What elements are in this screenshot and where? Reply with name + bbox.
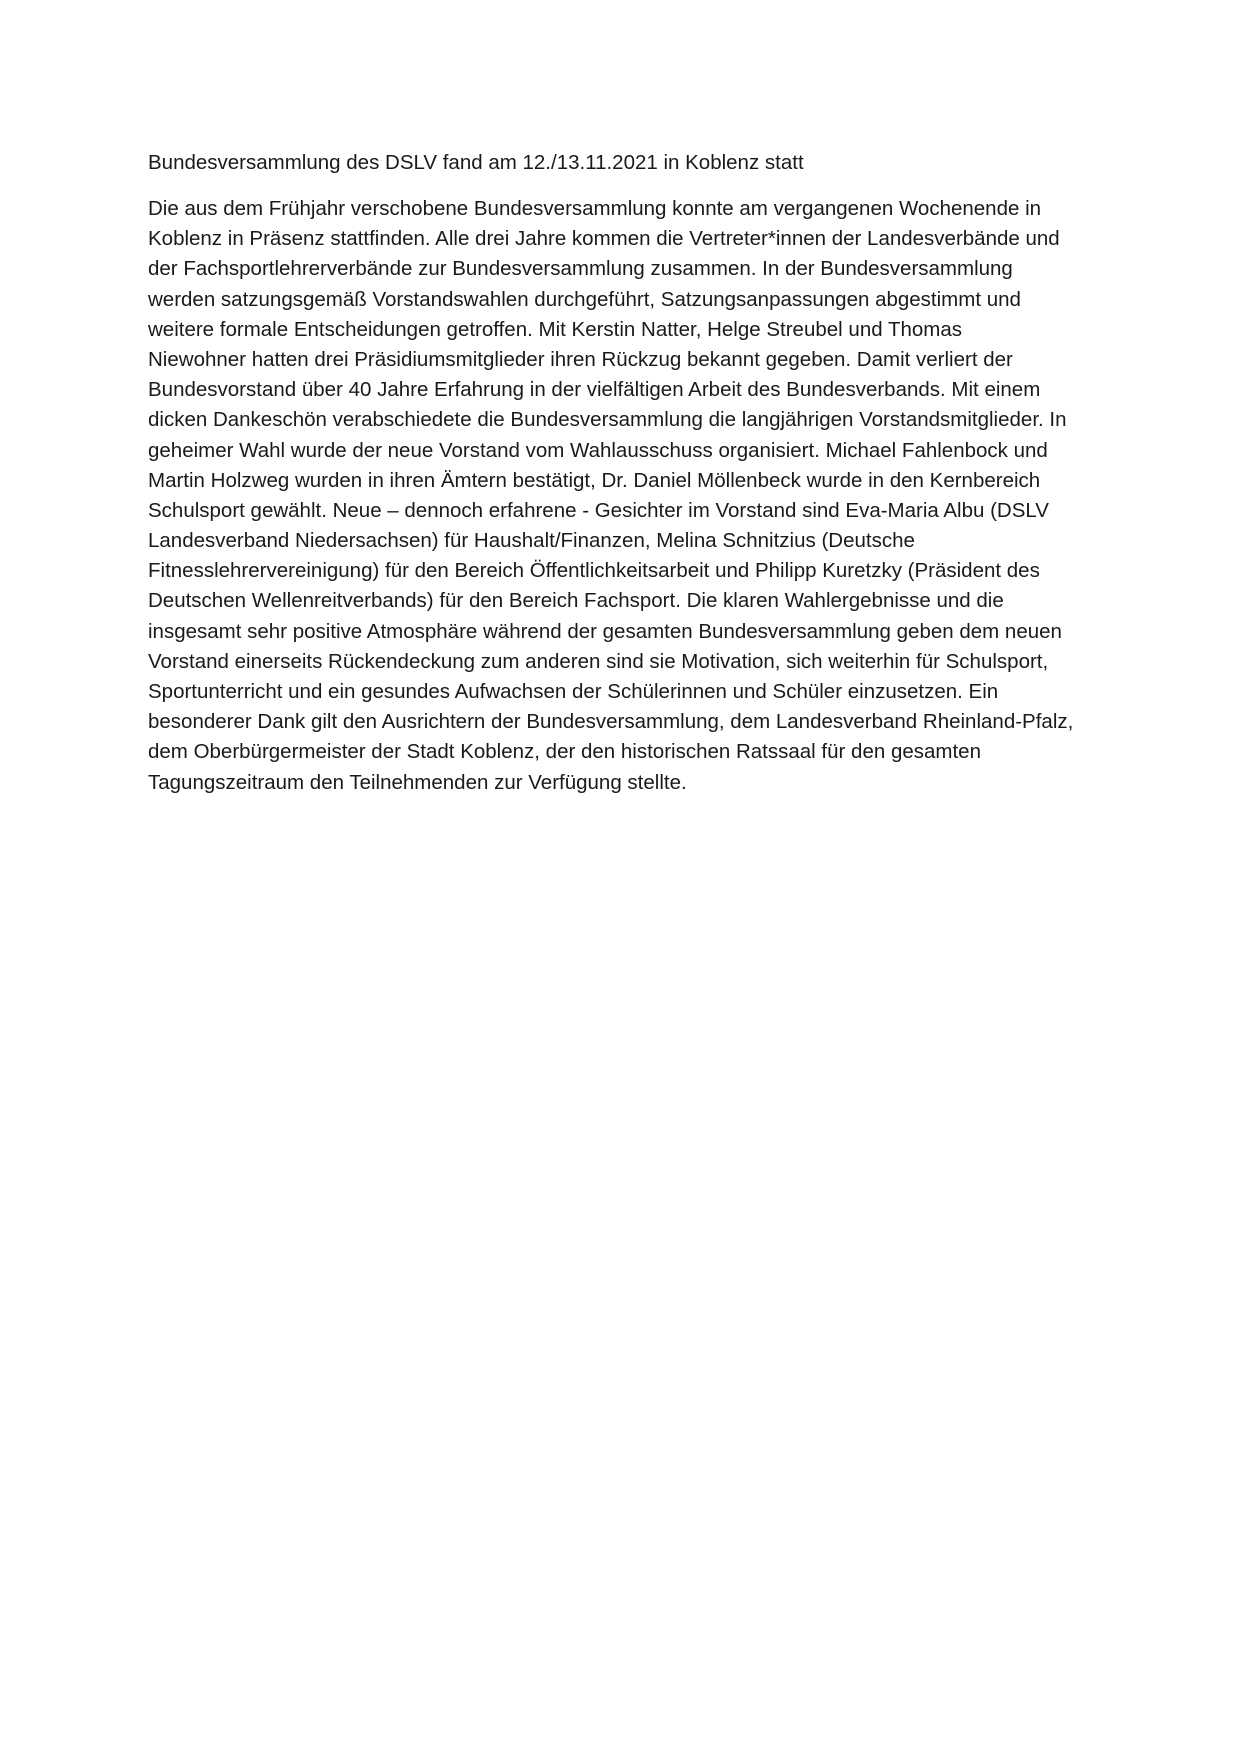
paragraph-line: weitere formale Entscheidungen getroffen. Mit Kerstin Natter, Helge Streubel und Thomas — [148, 317, 962, 341]
paragraph-line: Tagungszeitraum den Teilnehmenden zur Verfügung stellte. — [148, 770, 687, 794]
paragraph-line: Bundesvorstand über 40 Jahre Erfahrung in der vielfältigen Arbeit des Bundesverbands. Mit einem — [148, 378, 1041, 402]
paragraph-line: der Fachsportlehrerverbände zur Bundesversammlung zusammen. In der Bundesversammlung — [148, 257, 1013, 281]
paragraph-line: dem Oberbürgermeister der Stadt Koblenz, der den historischen Ratssaal für den gesamten — [148, 740, 981, 764]
document-paragraph — [148, 194, 1108, 798]
paragraph-line: dicken Dankeschön verabschiedete die Bundesversammlung die langjährigen Vorstandsmitglieder. In — [148, 408, 1067, 432]
paragraph-line: Niewohner hatten drei Präsidiumsmitglieder ihren Rückzug bekannt gegeben. Damit verliert der — [148, 347, 1013, 371]
paragraph-line: Die aus dem Frühjahr verschobene Bundesversammlung konnte am vergangenen Wochenende in — [148, 197, 1042, 220]
paragraph-line: geheimer Wahl wurde der neue Vorstand vom Wahlausschuss organisiert. Michael Fahlenbock und — [148, 438, 1048, 462]
paragraph-line: besonderer Dank gilt den Ausrichtern der Bundesversammlung, dem Landesverband Rheinland-Pfalz, — [148, 710, 1074, 734]
paragraph-line: Schulsport gewählt. Neue – dennoch erfahrene - Gesichter im Vorstand sind Eva-Maria Albu (DSLV — [148, 498, 1049, 522]
paragraph-line: Sportunterricht und ein gesundes Aufwachsen der Schülerinnen und Schüler einzusetzen. Ein — [148, 680, 999, 703]
paragraph-line: werden satzungsgemäß Vorstandswahlen durchgeführt, Satzungsanpassungen abgestimmt und — [148, 287, 1021, 311]
paragraph-line: Martin Holzweg wurden in ihren Ämtern bestätigt, Dr. Daniel Möllenbeck wurde in den Kernbereich — [148, 468, 1041, 492]
paragraph-line: Landesverband Niedersachsen) für Haushalt/Finanzen, Melina Schnitzius (Deutsche — [148, 529, 915, 553]
paragraph-line: insgesamt sehr positive Atmosphäre während der gesamten Bundesversammlung geben dem neuen — [148, 619, 1062, 643]
paragraph-line: Deutschen Wellenreitverbands) für den Bereich Fachsport. Die klaren Wahlergebnisse und die — [148, 589, 1004, 613]
document-heading: Bundesversammlung des DSLV fand am 12./13.11.2021 in Koblenz statt — [148, 151, 804, 174]
paragraph-line: Fitnesslehrervereinigung) für den Bereich Öffentlichkeitsarbeit und Philipp Kuretzky (Präsident des — [148, 559, 1040, 583]
paragraph-line: Koblenz in Präsenz stattfinden. Alle drei Jahre kommen die Vertreter*innen der Landesverbände und — [148, 227, 1060, 251]
paragraph-line: Vorstand einerseits Rückendeckung zum anderen sind sie Motivation, sich weiterhin für Schulsport, — [148, 649, 1049, 673]
